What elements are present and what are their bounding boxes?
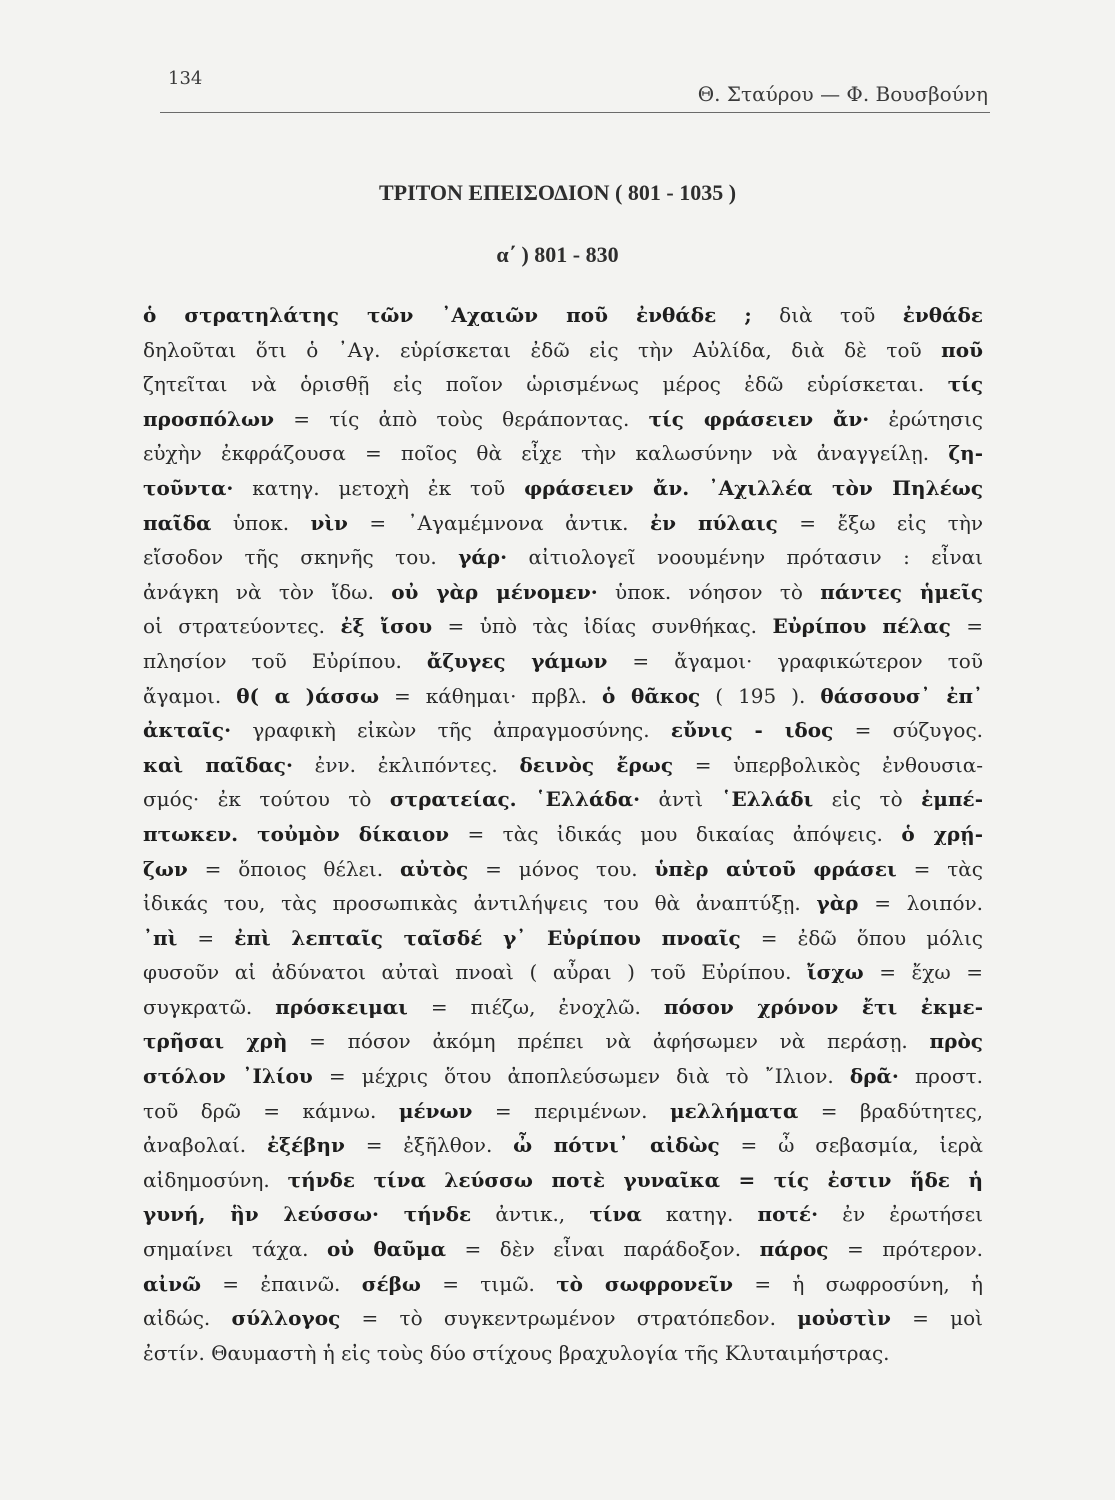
gloss-text: = κάθημαι· πρβλ. xyxy=(379,683,603,708)
text-line xyxy=(143,575,983,610)
text-line xyxy=(143,679,983,714)
section-subtitle: α΄ ) 801 - 830 xyxy=(496,242,619,267)
page-header xyxy=(160,68,990,108)
lemma-term: πάρος xyxy=(759,1237,829,1262)
gloss-text: = τὸ συγκεντρωμένον στρατόπεδον. xyxy=(340,1306,798,1331)
gloss-text: ἀνάγκη νὰ τὸν ἴδω. xyxy=(143,579,392,604)
lemma-term: θ( α )άσσω xyxy=(236,683,380,708)
text-line xyxy=(143,817,983,852)
lemma-term: φράσειεν ἄν. ᾿Αχιλλέα τὸν Πηλέως xyxy=(524,475,983,500)
lemma-term: γὰρ xyxy=(816,891,859,916)
gloss-text: = πόσον ἀκόμη πρέπει νὰ ἀφήσωμεν νὰ περάσῃ. xyxy=(287,1029,930,1054)
gloss-text: = xyxy=(950,614,983,639)
gloss-text: συγκρατῶ. xyxy=(143,994,276,1019)
lemma-term: πτωκεν. τοὐμὸν δίκαιον xyxy=(143,821,450,846)
lemma-term: πρόσκειμαι xyxy=(275,994,408,1019)
gloss-text: = xyxy=(177,925,235,950)
lemma-term: στρατείας. ῾Ελλάδα· xyxy=(389,787,641,812)
gloss-text: = τιμῶ. xyxy=(420,1271,557,1296)
gloss-text: οἱ στρατεύοντες. xyxy=(143,614,341,639)
text-line xyxy=(143,748,983,783)
gloss-text: = μοὶ xyxy=(890,1306,983,1331)
text-line xyxy=(143,333,983,368)
gloss-text: = ὅποιος θέλει. xyxy=(187,856,400,881)
text-line xyxy=(143,644,983,679)
gloss-text: γραφικὴ εἰκὼν τῆς ἀπραγμοσύνης. xyxy=(231,718,671,743)
text-line xyxy=(143,852,983,887)
lemma-term: ποτέ· xyxy=(757,1202,819,1227)
section-title: ΤΡΙΤΟΝ ΕΠΕΙΣΟΔΙΟΝ ( 801 - 1035 ) xyxy=(378,180,737,205)
lemma-term: σέβω xyxy=(361,1271,421,1296)
lemma-term: νὶν xyxy=(310,510,348,535)
text-line xyxy=(143,540,983,575)
lemma-term: δρᾶ· xyxy=(849,1064,899,1089)
gloss-text: πλησίον τοῦ Εὐρίπου. xyxy=(143,648,427,673)
gloss-text: τοῦ δρῶ = κάμνω. xyxy=(143,1098,399,1123)
lemma-term: αὐτὸς xyxy=(399,856,469,881)
gloss-text: αἰδώς. xyxy=(143,1306,232,1331)
lemma-term: ποῦ xyxy=(941,337,983,362)
lemma-term: ἐπὶ λεπταῖς ταῖσδέ γ᾿ Εὐρίπου πνοαῖς xyxy=(234,925,741,950)
lemma-term: τοῦντα· xyxy=(143,475,234,500)
gloss-text: ὑποκ. νόησον τὸ xyxy=(597,579,821,604)
lemma-term: ἐν πύλαις xyxy=(649,510,778,535)
gloss-text: = λοιπόν. xyxy=(858,891,983,916)
lemma-term: τίς xyxy=(947,372,983,397)
lemma-term: καὶ παῖδας· xyxy=(143,752,293,777)
lemma-term: αἰνῶ xyxy=(143,1271,201,1296)
gloss-text: = ὑπὸ τὰς ἰδίας συνθήκας. xyxy=(432,614,773,639)
gloss-text: = ἐδῶ ὅπου μόλις xyxy=(740,925,983,950)
gloss-text: αἰδημοσύνη. xyxy=(143,1167,288,1192)
lemma-term: πρὸς xyxy=(929,1029,983,1054)
gloss-text: = ἡ σωφροσύνη, ἡ xyxy=(733,1271,983,1296)
lemma-term: θάσσουσ᾿ ἐπ᾿ xyxy=(820,683,983,708)
gloss-text: φυσοῦν αἱ ἀδύνατοι αὐταὶ πνοαὶ ( αὖραι ) τοῦ Εὐρίπου. xyxy=(143,960,807,985)
gloss-text: προστ. xyxy=(898,1064,983,1089)
lemma-term: ὁ χρῄ- xyxy=(901,821,983,846)
gloss-text: = σύζυγος. xyxy=(833,718,983,743)
lemma-term: οὐ γὰρ μένομεν· xyxy=(391,579,598,604)
gloss-text: = τίς ἀπὸ τοὺς θεράποντας. xyxy=(273,406,649,431)
lemma-term: σύλλογος xyxy=(231,1306,341,1331)
lemma-term: παῖδα xyxy=(143,510,212,535)
text-line xyxy=(143,1059,983,1094)
gloss-text: κατηγ. μετοχὴ ἐκ τοῦ xyxy=(233,475,525,500)
lemma-term: στόλον ᾿Ιλίου xyxy=(143,1064,313,1089)
lemma-term: τίς φράσειεν ἄν· xyxy=(648,406,870,431)
running-title: Θ. Σταύρου — Φ. Βουσβούνη xyxy=(697,82,988,106)
gloss-text: εἴσοδον τῆς σκηνῆς του. xyxy=(143,545,459,570)
gloss-text: ἄγαμοι. xyxy=(143,683,237,708)
gloss-text: = μέχρις ὅτου ἀποπλεύσωμεν διὰ τὸ ῎Ιλιον. xyxy=(312,1064,850,1089)
text-line xyxy=(143,713,983,748)
text-line xyxy=(143,1336,983,1371)
lemma-term: γυνή, ἣν λεύσσω· τήνδε xyxy=(143,1202,472,1227)
text-line xyxy=(143,1267,983,1302)
lemma-term: ἐξ ἴσου xyxy=(340,614,433,639)
text-line xyxy=(143,1094,983,1129)
text-line xyxy=(143,990,983,1025)
gloss-text: δηλοῦται ὅτι ὁ ᾿Αγ. εὑρίσκεται ἐδῶ εἰς τὴν Αὐλίδα, διὰ δὲ τοῦ xyxy=(143,337,942,362)
gloss-text: αἰτιολογεῖ νοουμένην πρότασιν : εἶναι xyxy=(507,545,983,570)
lemma-term: ὁ θᾶκος xyxy=(602,683,701,708)
text-line xyxy=(143,1301,983,1336)
gloss-text: εἰς τὸ xyxy=(813,787,922,812)
gloss-text: = ἔχω = xyxy=(863,960,983,985)
gloss-text: ἀντὶ xyxy=(640,787,722,812)
gloss-text: σμός· ἐκ τούτου τὸ xyxy=(143,787,390,812)
lemma-term: μοὐστὶν xyxy=(797,1306,891,1331)
gloss-text: ἐρώτησις xyxy=(869,406,983,431)
lemma-term: τίνα xyxy=(589,1202,642,1227)
lemma-term: δεινὸς ἔρως xyxy=(519,752,674,777)
lemma-term: ἐξέβην xyxy=(267,1133,345,1158)
lemma-term: Εὐρίπου πέλας xyxy=(772,614,951,639)
lemma-term: ῾Ελλάδι xyxy=(721,787,814,812)
text-line xyxy=(143,955,983,990)
gloss-text: = περιμένων. xyxy=(472,1098,670,1123)
gloss-text: ζητεῖται νὰ ὁρισθῇ εἰς ποῖον ὡρισμένως μέρος ἐδῶ εὑρίσκεται. xyxy=(143,372,948,397)
text-line xyxy=(143,609,983,644)
lemma-term: τὸ σωφρονεῖν xyxy=(556,1271,734,1296)
lemma-term: ἴσχω xyxy=(807,960,864,985)
gloss-text: ἀντικ., xyxy=(471,1202,590,1227)
gloss-text: = τὰς ἰδικάς μου δικαίας ἀπόψεις. xyxy=(449,821,902,846)
text-line xyxy=(143,782,983,817)
text-line xyxy=(143,1128,983,1163)
gloss-text: ὑποκ. xyxy=(211,510,311,535)
gloss-text: = πιέζω, ἐνοχλῶ. xyxy=(407,994,664,1019)
gloss-text: ἐνν. ἐκλιπόντες. xyxy=(292,752,520,777)
text-line xyxy=(143,1197,983,1232)
gloss-text: εὐχὴν ἐκφράζουσα = ποῖος θὰ εἶχε τὴν καλωσύνην νὰ ἀναγγείλῃ. xyxy=(143,441,949,466)
gloss-text: ( 195 ). xyxy=(700,683,821,708)
lemma-term: τρῆσαι χρὴ xyxy=(143,1029,288,1054)
commentary-body xyxy=(143,298,983,1370)
text-line xyxy=(143,886,983,921)
lemma-term: ζων xyxy=(143,856,188,881)
header-rule xyxy=(160,112,990,113)
gloss-text: = ἔξω εἰς τὴν xyxy=(777,510,983,535)
text-line xyxy=(143,436,983,471)
lemma-term: οὐ θαῦμα xyxy=(326,1237,446,1262)
gloss-text: = δὲν εἶναι παράδοξον. xyxy=(445,1237,760,1262)
gloss-text: = ἄγαμοι· γραφικώτερον τοῦ xyxy=(607,648,983,673)
gloss-text: = ὦ σεβασμία, ἱερὰ xyxy=(719,1133,983,1158)
text-line xyxy=(143,506,983,541)
gloss-text: = πρότερον. xyxy=(828,1237,983,1262)
text-line xyxy=(143,1024,983,1059)
gloss-text: = βραδύτητες, xyxy=(798,1098,983,1123)
lemma-term: ἄζυγες γάμων xyxy=(426,648,608,673)
text-line xyxy=(143,298,983,333)
lemma-term: μελλήματα xyxy=(670,1098,799,1123)
lemma-term: ἀκταῖς· xyxy=(143,718,232,743)
lemma-term: πόσον χρόνον ἔτι ἐκμε- xyxy=(663,994,983,1019)
gloss-text: = ἐπαινῶ. xyxy=(201,1271,362,1296)
gloss-text: ἐστίν. Θαυμαστὴ ἡ εἰς τοὺς δύο στίχους βραχυλογία τῆς Κλυταιμήστρας. xyxy=(143,1340,890,1365)
gloss-text: ἐν ἐρωτήσει xyxy=(818,1202,983,1227)
lemma-term: ὦ πότνι᾿ αἰδὼς xyxy=(513,1133,720,1158)
lemma-term: ζη- xyxy=(948,441,983,466)
lemma-term: ὁ στρατηλάτης τῶν ᾿Αχαιῶν ποῦ ἐνθάδε ; xyxy=(143,303,752,327)
lemma-term: ἐνθάδε xyxy=(902,303,983,327)
lemma-term: τήνδε τίνα λεύσσω ποτὲ γυναῖκα = τίς ἐστιν ἥδε ἡ xyxy=(287,1167,983,1192)
lemma-term: ἐμπέ- xyxy=(921,787,983,812)
text-line xyxy=(143,367,983,402)
gloss-text: = τὰς xyxy=(896,856,983,881)
gloss-text: κατηγ. xyxy=(641,1202,758,1227)
text-line xyxy=(143,921,983,956)
text-line xyxy=(143,1232,983,1267)
gloss-text: σημαίνει τάχα. xyxy=(143,1237,327,1262)
gloss-text: = ᾿Αγαμέμνονα ἀντικ. xyxy=(347,510,650,535)
text-line xyxy=(143,1163,983,1198)
lemma-term: πάντες ἡμεῖς xyxy=(820,579,983,604)
gloss-text: = ἐξῆλθον. xyxy=(344,1133,514,1158)
gloss-text: ἀναβολαί. xyxy=(143,1133,267,1158)
lemma-term: μένων xyxy=(398,1098,473,1123)
page-number: 134 xyxy=(168,68,203,89)
lemma-term: γάρ· xyxy=(458,545,508,570)
gloss-text: = ὑπερβολικὸς ἐνθουσια- xyxy=(673,752,983,777)
text-line xyxy=(143,471,983,506)
gloss-text: διὰ τοῦ xyxy=(751,303,903,327)
gloss-text: ἰδικάς του, τὰς προσωπικὰς ἀντιλήψεις του θὰ ἀναπτύξῃ. xyxy=(143,891,817,916)
lemma-term: ὑπὲρ αὑτοῦ φράσει xyxy=(654,856,897,881)
lemma-term: προσπόλων xyxy=(143,406,274,431)
lemma-term: ᾿πὶ xyxy=(143,925,178,950)
lemma-term: εὔνις - ιδος xyxy=(670,718,834,743)
text-line xyxy=(143,402,983,437)
gloss-text: = μόνος του. xyxy=(468,856,655,881)
